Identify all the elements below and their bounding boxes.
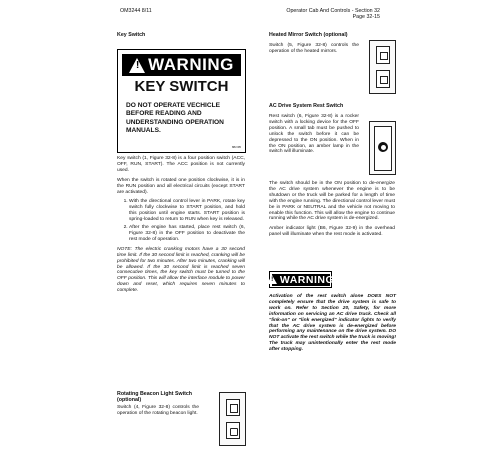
rocker-switch-icon — [376, 70, 390, 88]
beacon-switch-illustration — [219, 392, 246, 446]
rest-warning-text: Activation of the rest switch alone DOES NOT completely ensure that the drive system is safe to work on. Refer to Section 20, Safety, for more information on servicing an AC drive truck. Check all "link-on" or "link energized" indicator lights to verify that the AC drive system is de-energized before performing any maintenance on the drive system. DO NOT activate the rest switch while the truck is moving! The truck may unintentionally enter the rest mode after stopping. — [269, 294, 396, 353]
warning-title: KEY SWITCH — [134, 78, 229, 95]
rest-switch-paragraph-1: Rest switch (6, Figure 32-8) is a rocker switch with a locking device for the OFF position. A small tab must be pushed to unlock the switch before it can be depressed to the ON position. When in the ON position, an amber lamp in the switch will illuminate. — [269, 114, 359, 155]
rest-warning-label — [269, 271, 335, 288]
rest-switch-intro — [269, 114, 359, 159]
warning-triangle-icon: ! — [267, 275, 277, 284]
cranking-note: NOTE: The electric cranking motors have a 30 second time limit. If the 30 second limit is reached, cranking will be prohibited for two minutes. After two minutes, cranking will be allowed. If the 30 second limit is reached seven consecutive times, the key switch must be turned to the OFF position. This will allow the interface module to power down and reset, which requires seven minutes to complete. — [117, 246, 245, 294]
rest-switch-heading: AC Drive System Rest Switch — [269, 103, 344, 109]
section-header — [286, 8, 380, 21]
page-number: Page 32-15 — [352, 14, 380, 21]
rocker-switch-icon — [226, 422, 240, 439]
rocker-switch-icon — [376, 46, 390, 64]
beacon-heading: Rotating Beacon Light Switch (optional) — [117, 391, 193, 404]
rest-switch-text — [269, 181, 395, 242]
warning-banner — [122, 54, 241, 76]
beacon-section — [117, 391, 199, 421]
warning-code: 88zz95 — [231, 145, 241, 149]
warning-banner-text: WARNING — [148, 55, 234, 74]
mirror-switch-illustration — [369, 40, 396, 94]
start-steps — [117, 199, 245, 242]
rest-switch-heading-wrap — [269, 103, 395, 109]
rest-switch-illustration — [369, 121, 396, 175]
start-step: 1. With the directional control lever in PARK, rotate key switch fully clockwise to START position, and hold this position until engine starts. START position is spring-loaded to return to RUN when key is released. — [129, 199, 245, 223]
warning-banner-text: WARNING — [279, 273, 335, 286]
key-switch-heading: Key Switch — [117, 32, 146, 38]
rest-switch-paragraph-2: The switch should be in the ON position to de-energize the AC drive system whenever the engine is to be shutdown or the truck will be parked for a length of time with the engine running. The directional control lever must be in PARK or NEUTRAL and the vehicle not moving to enable this function. This will allow the engine to continue running while the AC drive system is de-energized. — [269, 181, 395, 222]
heated-mirror-section — [269, 32, 359, 59]
key-switch-text — [117, 156, 245, 298]
start-step: 2. After the engine has started, place rest switch (6, Figure 32-8) in the OFF position to deactivate the rest mode of operation. — [129, 225, 245, 243]
key-switch-paragraph-1: Key switch (1, Figure 32-8) is a four position switch (ACC, OFF, RUN, START). The ACC position is not currently used. — [117, 156, 245, 173]
doc-id: OM3244 8/11 — [120, 8, 152, 14]
heated-mirror-body: Switch (5, Figure 32-8) controls the operation of the heated mirrors. — [269, 43, 359, 55]
key-switch-warning-decal — [117, 49, 246, 153]
warning-triangle-icon: ! — [129, 58, 145, 73]
rocker-switch-icon — [374, 126, 392, 171]
left-column — [117, 32, 243, 38]
rocker-switch-icon — [226, 399, 240, 416]
rest-switch-paragraph-3: Amber indicator light (B6, Figure 32-9) in the overhead panel will illuminate when the rest mode is activated. — [269, 226, 395, 238]
section-title: Operator Cab And Controls - Section 32 — [286, 8, 380, 14]
beacon-body: Switch (4, Figure 32-8) controls the operation of the rotating beacon light. — [117, 405, 199, 417]
key-switch-dial-icon — [378, 142, 388, 152]
key-switch-paragraph-2: When the switch is rotated one position clockwise, it is in the RUN position and all electrical circuits (except START are activated). — [117, 177, 245, 195]
warning-body: DO NOT OPERATE VECHICLE BEFORE READING AND UNDERSTANDING OPERATION MANUALS. — [126, 102, 224, 134]
warning-banner — [271, 273, 335, 286]
heated-mirror-heading: Heated Mirror Switch (optional) — [269, 32, 348, 38]
